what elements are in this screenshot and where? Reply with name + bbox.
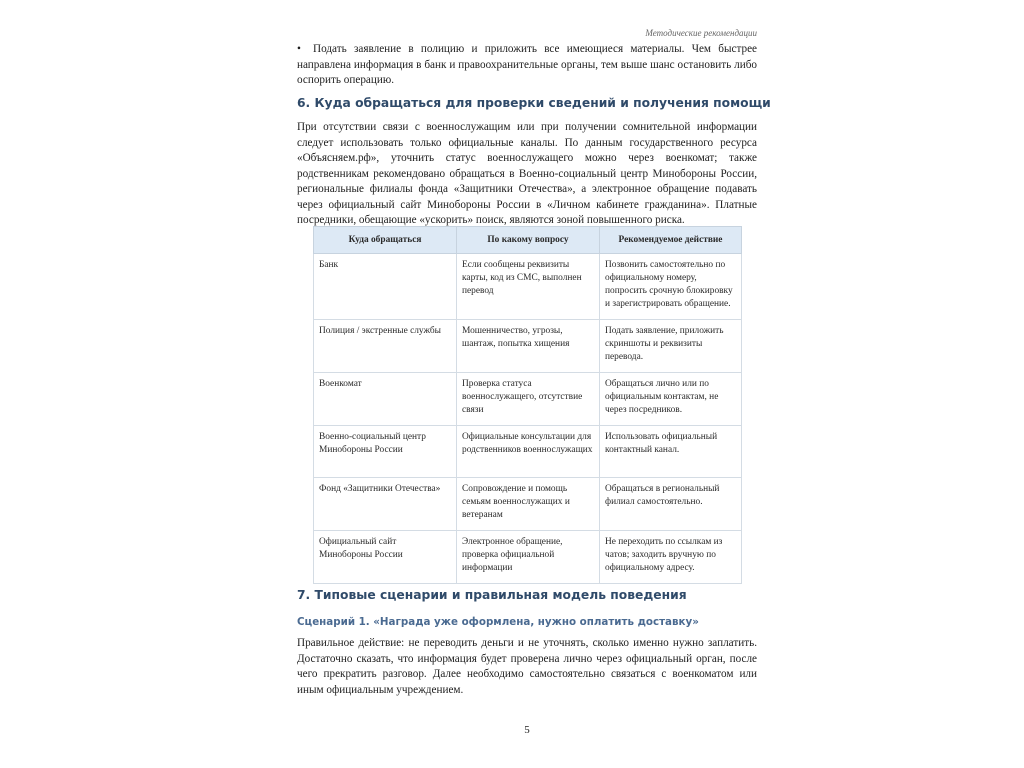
table-cell: Подать заявление, приложить скриншоты и реквизиты перевода.: [600, 320, 742, 373]
table-cell: Если сообщены реквизиты карты, код из СМС, выполнен перевод: [457, 254, 600, 320]
table-cell: Мошенничество, угрозы, шантаж, попытка хищения: [457, 320, 600, 373]
running-header: Методические рекомендации: [645, 28, 757, 38]
table-cell: Официальный сайт Минобороны России: [314, 531, 457, 584]
table-cell: Полиция / экстренные службы: [314, 320, 457, 373]
section-6-heading: 6. Куда обращаться для проверки сведений и получения помощи: [297, 96, 771, 110]
column-header: Куда обращаться: [314, 227, 457, 254]
table-cell: Проверка статуса военнослужащего, отсутствие связи: [457, 373, 600, 426]
table-row: [314, 320, 742, 373]
section-6-paragraph: При отсутствии связи с военнослужащим или при получении сомнительной информации следует использовать только официальные каналы. По данным государственного ресурса «Объясняем.рф», уточнить статус военнослужащего можно через военкомат; также родственникам рекомендовано обращаться в Военно-социальный центр Минобороны России, региональные филиалы фонда «Защитники Отечества», а электронное обращение подавать через официальный сайт Минобороны России в «Личном кабинете гражданина». Платные посредники, обещающие «ускорить» поиск, являются зоной повышенного риска.: [297, 121, 757, 226]
scenario-1-heading: Сценарий 1. «Награда уже оформлена, нужно оплатить доставку»: [297, 616, 699, 628]
table-row: [314, 254, 742, 320]
table-header-row: [314, 227, 742, 254]
table-cell: Фонд «Защитники Отечества»: [314, 478, 457, 531]
bullet-text: Подать заявление в полицию и приложить все имеющиеся материалы. Чем быстрее направлена информация в банк и правоохранительные органы, тем выше шанс остановить либо оспорить операцию.: [297, 43, 757, 86]
table-cell: Обращаться в региональный филиал самостоятельно.: [600, 478, 742, 531]
scenario-1-paragraph: Правильное действие: не переводить деньги и не уточнять, сколько именно нужно заплатить. Достаточно сказать, что информация будет проверена лично через официальный орган, после чего прекратить разговор. Далее необходимо самостоятельно связаться с военкоматом или иным официальным учреждением.: [297, 637, 757, 696]
column-header: По какому вопросу: [457, 227, 600, 254]
page-number: 5: [524, 724, 530, 736]
table-cell: Официальные консультации для родственников военнослужащих: [457, 426, 600, 478]
table-cell: Сопровождение и помощь семьям военнослужащих и ветеранам: [457, 478, 600, 531]
table-cell: Военно-социальный центр Минобороны России: [314, 426, 457, 478]
table-row: [314, 426, 742, 478]
section-7-heading: 7. Типовые сценарии и правильная модель поведения: [297, 588, 687, 602]
table-cell: Позвонить самостоятельно по официальному номеру, попросить срочную блокировку и зарегистрировать обращение.: [600, 254, 742, 320]
table-row: [314, 478, 742, 531]
table-cell: Военкомат: [314, 373, 457, 426]
table-row: [314, 373, 742, 426]
bullet-paragraph: [297, 42, 757, 89]
table-row: [314, 531, 742, 584]
table-cell: Электронное обращение, проверка официальной информации: [457, 531, 600, 584]
bullet-icon: •: [297, 43, 301, 55]
column-header: Рекомендуемое действие: [600, 227, 742, 254]
contacts-table: [313, 226, 742, 584]
table-cell: Не переходить по ссылкам из чатов; заходить вручную по официальному адресу.: [600, 531, 742, 584]
table-cell: Использовать официальный контактный канал.: [600, 426, 742, 478]
table-cell: Обращаться лично или по официальным контактам, не через посредников.: [600, 373, 742, 426]
table-cell: Банк: [314, 254, 457, 320]
